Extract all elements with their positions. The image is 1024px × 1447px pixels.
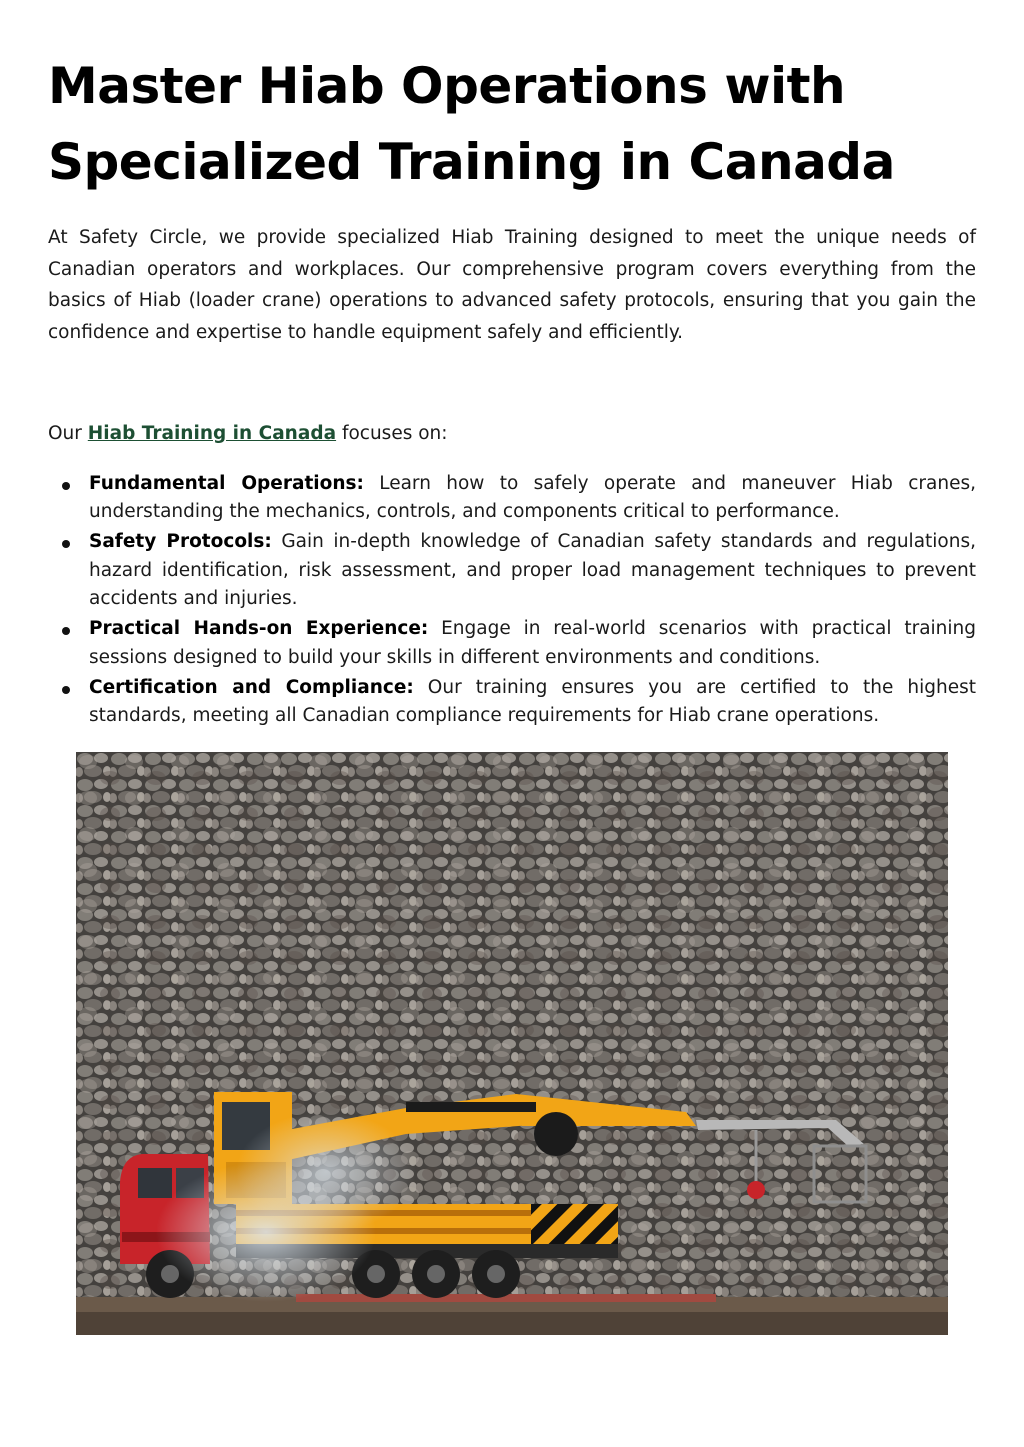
bullet-icon	[62, 540, 70, 548]
list-item	[89, 615, 976, 672]
lead-suffix: focuses on:	[336, 423, 448, 444]
crane-truck-illustration	[76, 752, 948, 1335]
list-item-text: Gain in-depth knowledge of Canadian safety standards and regulations, hazard identification, risk assessment, and proper load management techniques to prevent accidents and injuries.	[89, 531, 976, 609]
focus-lead-paragraph	[48, 418, 976, 450]
list-item-term: Safety Protocols:	[89, 531, 272, 552]
page-title	[48, 48, 976, 200]
list-item	[89, 528, 976, 614]
list-item-text: Engage in real-world scenarios with practical training sessions designed to build your skills in different environments and conditions.	[89, 618, 977, 668]
hiab-crane-photo	[76, 752, 948, 1335]
document-page	[48, 48, 976, 732]
intro-paragraph: At Safety Circle, we provide specialized Hiab Training designed to meet the unique needs of Canadian operators and workplaces. Our comprehensive program covers everything from the basics of Hiab (loader crane) operations to advanced safety protocols, ensuring that you gain the confidence and expertise to handle equipment safely and efficiently.	[48, 227, 976, 343]
list-item-term: Certification and Compliance:	[89, 676, 414, 698]
list-item	[89, 470, 976, 527]
title-line-2: Specialized Training in Canada	[48, 133, 895, 191]
hiab-training-link[interactable]: Hiab Training in Canada	[87, 423, 337, 444]
bullet-icon	[62, 627, 70, 635]
focus-list	[48, 470, 976, 731]
list-item-term: Fundamental Operations:	[89, 472, 364, 494]
list-item-text: Our training ensures you are certified to the highest standards, meeting all Canadian compliance requirements for Hiab crane operations.	[89, 676, 976, 726]
list-item-text: Learn how to safely operate and maneuver Hiab cranes, understanding the mechanics, controls, and components critical to performance.	[89, 472, 976, 522]
list-item	[89, 674, 976, 731]
list-item-term: Practical Hands-on Experience:	[89, 618, 429, 639]
bullet-icon	[62, 686, 70, 694]
bullet-icon	[62, 482, 70, 490]
lead-prefix: Our	[48, 423, 88, 444]
title-line-1: Master Hiab Operations with	[48, 57, 846, 115]
